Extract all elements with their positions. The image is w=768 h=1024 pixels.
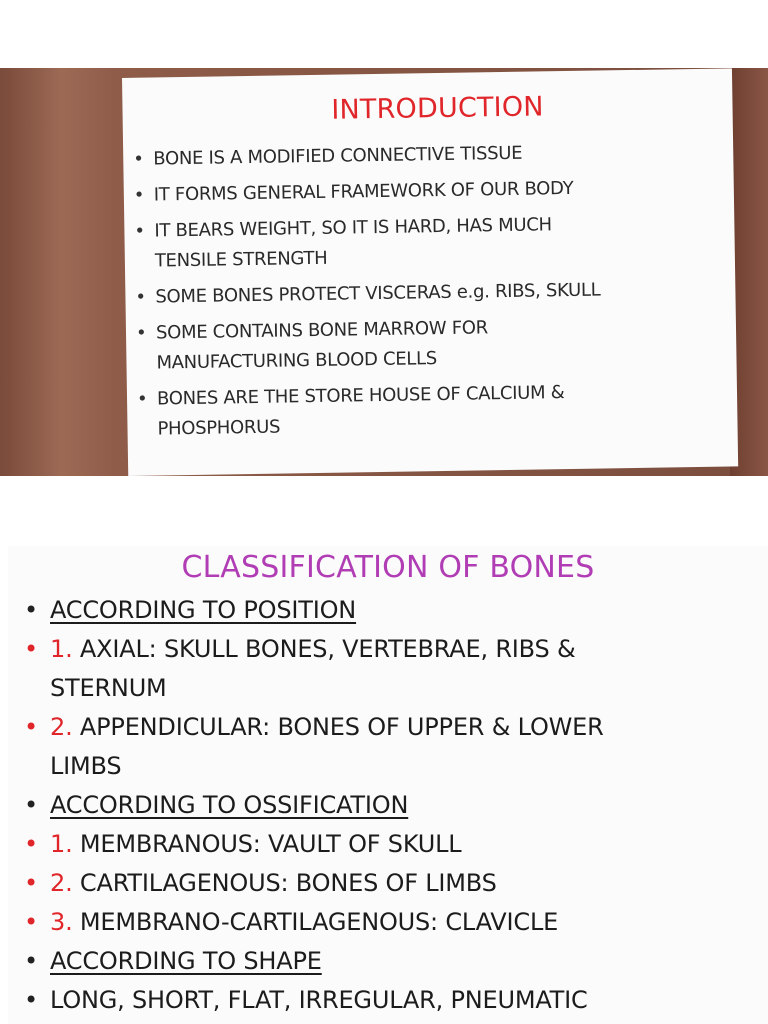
list-item: • 1. MEMBRANOUS: VAULT OF SKULL [18, 825, 758, 864]
list-item: • LONG, SHORT, FLAT, IRREGULAR, PNEUMATIC [18, 981, 758, 1020]
bullet-icon: • [24, 869, 38, 897]
list-item: • SOME BONES PROTECT VISCERAS e.g. RIBS, SKULL [135, 274, 715, 313]
bullet-icon: • [133, 184, 145, 206]
slide-classification [8, 546, 768, 1024]
intro-bullet-list [133, 136, 718, 445]
bullet-icon: • [24, 908, 38, 936]
bullet-icon: • [136, 388, 148, 410]
bullet-icon: • [134, 220, 145, 242]
list-heading-shape: • ACCORDING TO SHAPE [18, 942, 758, 981]
bullet-icon: • [135, 286, 146, 308]
bullet-icon: • [24, 947, 38, 975]
bullet-icon: • [24, 791, 38, 819]
classification-list [18, 591, 758, 1020]
bullet-icon: • [24, 635, 38, 663]
list-item: • 3. MEMBRANO-CARTILAGENOUS: CLAVICLE [18, 903, 758, 942]
list-item: • IT BEARS WEIGHT, SO IT IS HARD, HAS MUCH TENSILE STRENGTH [134, 214, 552, 272]
bullet-icon: • [24, 830, 38, 858]
slide-introduction [122, 68, 738, 476]
slide1-title: INTRODUCTION [331, 91, 544, 126]
bullet-icon: • [24, 713, 38, 741]
list-item: • 1. AXIAL: SKULL BONES, VERTEBRAE, RIBS & STERNUM [18, 630, 758, 708]
list-heading-ossification: • ACCORDING TO OSSIFICATION [18, 786, 758, 825]
list-item: • 2. CARTILAGENOUS: BONES OF LIMBS [18, 864, 758, 903]
bullet-icon: • [24, 596, 38, 624]
list-item: • BONE IS A MODIFIED CONNECTIVE TISSUE [133, 136, 713, 175]
bullet-icon: • [133, 148, 144, 170]
list-heading-position: • ACCORDING TO POSITION [18, 591, 758, 630]
list-item: • IT FORMS GENERAL FRAMEWORK OF OUR BODY [134, 172, 714, 211]
slide2-title: CLASSIFICATION OF BONES [181, 550, 595, 585]
bullet-icon: • [24, 986, 38, 1014]
bullet-icon: • [135, 322, 147, 344]
list-item: • BONES ARE THE STORE HOUSE OF CALCIUM & PHOSPHORUS [136, 382, 565, 440]
list-item: • 2. APPENDICULAR: BONES OF UPPER & LOWER LIMBS [18, 708, 758, 786]
list-item: • SOME CONTAINS BONE MARROW FOR MANUFACTURING BLOOD CELLS [135, 317, 489, 374]
